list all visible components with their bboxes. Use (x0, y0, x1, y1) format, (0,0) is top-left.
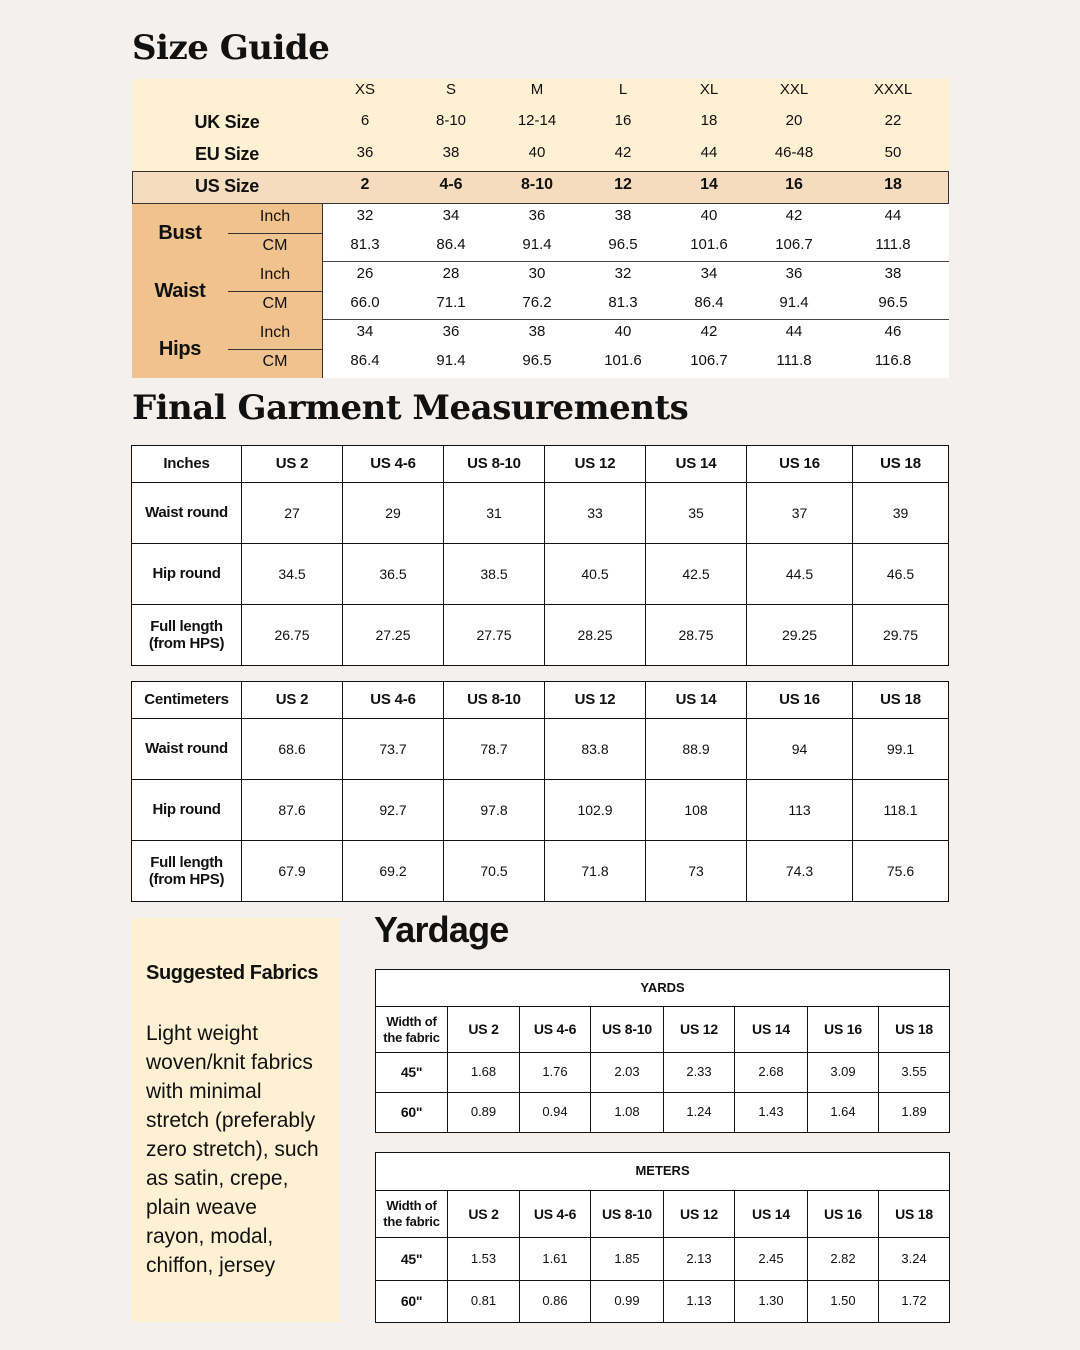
value-cell: 113 (747, 780, 853, 841)
group-divider (323, 261, 949, 262)
inch-value: 46 (884, 323, 902, 340)
inch-value: 34 (442, 207, 460, 224)
value-cell: 108 (646, 780, 747, 841)
value-cell: 2.45 (735, 1238, 808, 1281)
unit-cm-label: CM (262, 237, 288, 254)
column-header: US 18 (853, 682, 949, 719)
value-cell: 27 (242, 483, 343, 544)
inch-value: 44 (785, 323, 803, 340)
value-cell: 3.09 (808, 1053, 879, 1093)
cm-value: 111.8 (776, 352, 812, 369)
uk-size-cell: 6 (360, 112, 370, 129)
value-cell: 29.75 (853, 605, 949, 666)
unit-divider (228, 291, 323, 292)
column-header: US 4-6 (343, 446, 444, 483)
column-header: US 18 (879, 1007, 950, 1053)
us-size-cell: 12 (614, 176, 632, 193)
column-header: US 4-6 (343, 682, 444, 719)
value-cell: 29.25 (747, 605, 853, 666)
cm-value: 91.4 (522, 236, 552, 253)
column-header: US 16 (808, 1191, 879, 1238)
column-header: US 12 (664, 1191, 735, 1238)
value-cell: 92.7 (343, 780, 444, 841)
row-label: Hip round (132, 544, 242, 605)
value-cell: 73 (646, 841, 747, 902)
column-header: US 16 (747, 682, 853, 719)
inch-value: 38 (528, 323, 546, 340)
value-cell: 73.7 (343, 719, 444, 780)
column-header: US 2 (242, 446, 343, 483)
column-header: US 16 (747, 446, 853, 483)
cm-value: 91.4 (779, 294, 809, 311)
suggested-fabrics-panel (131, 918, 339, 1322)
inch-value: 38 (884, 265, 902, 282)
row-label: 60" (376, 1093, 448, 1133)
value-cell: 0.94 (520, 1093, 591, 1133)
inch-value: 42 (700, 323, 718, 340)
value-cell: 33 (545, 483, 646, 544)
value-cell: 102.9 (545, 780, 646, 841)
column-header: US 14 (646, 682, 747, 719)
inch-value: 42 (785, 207, 803, 224)
meters-table (375, 1152, 950, 1323)
inch-value: 36 (785, 265, 803, 282)
value-cell: 3.55 (879, 1053, 950, 1093)
inch-value: 30 (528, 265, 546, 282)
meters-caption: METERS (376, 1153, 950, 1191)
us-size-label: US Size (195, 176, 259, 196)
label-value-separator (322, 204, 323, 378)
inch-value: 40 (700, 207, 718, 224)
fabric-line: plain weave (146, 1196, 257, 1219)
value-cell: 1.85 (591, 1238, 664, 1281)
suggested-fabrics-text (146, 1019, 319, 1280)
value-cell: 26.75 (242, 605, 343, 666)
column-header: US 14 (646, 446, 747, 483)
value-cell: 83.8 (545, 719, 646, 780)
cm-value: 96.5 (878, 294, 908, 311)
uk-size-cell: 12-14 (517, 112, 557, 129)
cm-value: 86.4 (436, 236, 466, 253)
column-header: US 14 (735, 1007, 808, 1053)
cm-value: 106.7 (690, 352, 728, 369)
centimeters-corner: Centimeters (132, 682, 242, 719)
inch-value: 40 (614, 323, 632, 340)
column-header: US 12 (545, 446, 646, 483)
value-cell: 40.5 (545, 544, 646, 605)
inch-value: 38 (614, 207, 632, 224)
value-cell: 118.1 (853, 780, 949, 841)
row-label: Waist round (132, 483, 242, 544)
cm-value: 86.4 (350, 352, 380, 369)
yardage-title: Yardage (374, 909, 509, 950)
us-size-cell: 14 (700, 176, 718, 193)
value-cell: 1.64 (808, 1093, 879, 1133)
value-cell: 78.7 (444, 719, 545, 780)
us-size-cell: 16 (785, 176, 803, 193)
column-header: US 8-10 (444, 446, 545, 483)
value-cell: 39 (853, 483, 949, 544)
value-cell: 42.5 (646, 544, 747, 605)
inch-value: 44 (884, 207, 902, 224)
cm-value: 81.3 (608, 294, 638, 311)
column-header: US 8-10 (591, 1191, 664, 1238)
value-cell: 1.43 (735, 1093, 808, 1133)
cm-value: 106.7 (775, 236, 813, 253)
inch-value: 26 (356, 265, 374, 282)
cm-value: 71.1 (436, 294, 466, 311)
letter-size-cell: S (445, 81, 456, 98)
value-cell: 70.5 (444, 841, 545, 902)
yards-caption: YARDS (376, 970, 950, 1007)
row-label: 45" (376, 1238, 448, 1281)
cm-value: 81.3 (350, 236, 380, 253)
cm-value: 101.6 (690, 236, 728, 253)
eu-size-cell: 44 (700, 144, 718, 161)
us-size-cell: 4-6 (439, 176, 463, 193)
value-cell: 28.75 (646, 605, 747, 666)
inches-corner: Inches (132, 446, 242, 483)
body-label-waist: Waist (154, 280, 206, 302)
value-cell: 0.86 (520, 1281, 591, 1323)
value-cell: 1.89 (879, 1093, 950, 1133)
eu-size-label: EU Size (195, 144, 259, 164)
value-cell: 94 (747, 719, 853, 780)
uk-size-cell: 18 (700, 112, 718, 129)
value-cell: 1.61 (520, 1238, 591, 1281)
letter-size-cell: XXL (779, 81, 809, 98)
yards-table (375, 969, 950, 1133)
row-label: Hip round (132, 780, 242, 841)
inch-value: 32 (356, 207, 374, 224)
column-header: US 12 (664, 1007, 735, 1053)
letter-size-cell: M (530, 81, 544, 98)
value-cell: 1.68 (448, 1053, 520, 1093)
unit-inch-label: Inch (259, 266, 291, 283)
value-cell: 34.5 (242, 544, 343, 605)
garment-inches-table (131, 445, 949, 666)
fabric-line: rayon, modal, (146, 1225, 274, 1248)
letter-size-cell: L (618, 81, 628, 98)
letter-size-cell: XS (354, 81, 375, 98)
cm-value: 101.6 (604, 352, 642, 369)
column-header: US 16 (808, 1007, 879, 1053)
value-cell: 2.03 (591, 1053, 664, 1093)
body-label-bust: Bust (158, 222, 202, 244)
value-cell: 1.30 (735, 1281, 808, 1323)
fabric-line: zero stretch), such (146, 1138, 319, 1161)
column-header: US 2 (242, 682, 343, 719)
cm-value: 116.8 (874, 352, 912, 369)
value-cell: 3.24 (879, 1238, 950, 1281)
row-label: 60" (376, 1281, 448, 1323)
column-header: US 8-10 (444, 682, 545, 719)
value-cell: 44.5 (747, 544, 853, 605)
value-cell: 68.6 (242, 719, 343, 780)
unit-inch-label: Inch (259, 324, 291, 341)
value-cell: 36.5 (343, 544, 444, 605)
column-header: US 12 (545, 682, 646, 719)
value-cell: 35 (646, 483, 747, 544)
inch-value: 28 (442, 265, 460, 282)
unit-cm-label: CM (262, 295, 288, 312)
value-cell: 1.72 (879, 1281, 950, 1323)
body-label-hips: Hips (158, 338, 202, 360)
letter-size-cell: XXXL (873, 81, 913, 98)
us-size-cell: 2 (360, 176, 370, 193)
cm-value: 96.5 (608, 236, 638, 253)
value-cell: 69.2 (343, 841, 444, 902)
fabric-line: Light weight (146, 1022, 259, 1045)
cm-value: 96.5 (522, 352, 552, 369)
cm-value: 66.0 (350, 294, 380, 311)
value-cell: 2.33 (664, 1053, 735, 1093)
column-header: US 14 (735, 1191, 808, 1238)
unit-divider (228, 349, 323, 350)
eu-size-cell: 50 (884, 144, 902, 161)
value-cell: 1.13 (664, 1281, 735, 1323)
uk-size-cell: 8-10 (435, 112, 467, 129)
value-cell: 37 (747, 483, 853, 544)
value-cell: 1.24 (664, 1093, 735, 1133)
size-guide-title: Size Guide (132, 28, 330, 68)
value-cell: 0.81 (448, 1281, 520, 1323)
value-cell: 67.9 (242, 841, 343, 902)
value-cell: 99.1 (853, 719, 949, 780)
size-guide-table (132, 79, 949, 378)
cm-value: 86.4 (694, 294, 724, 311)
value-cell: 75.6 (853, 841, 949, 902)
value-cell: 2.68 (735, 1053, 808, 1093)
uk-size-cell: 22 (884, 112, 902, 129)
inch-value: 36 (442, 323, 460, 340)
value-cell: 29 (343, 483, 444, 544)
value-cell: 74.3 (747, 841, 853, 902)
column-header: US 2 (448, 1007, 520, 1053)
eu-size-cell: 46-48 (774, 144, 814, 161)
fabric-line: chiffon, jersey (146, 1254, 276, 1277)
column-header: US 18 (853, 446, 949, 483)
row-label: Full length (from HPS) (132, 841, 242, 902)
value-cell: 1.08 (591, 1093, 664, 1133)
value-cell: 97.8 (444, 780, 545, 841)
unit-cm-label: CM (262, 353, 288, 370)
cm-value: 111.8 (875, 236, 911, 253)
inch-value: 32 (614, 265, 632, 282)
column-header: US 8-10 (591, 1007, 664, 1053)
meters-width-label: Width of the fabric (376, 1191, 448, 1238)
column-header: US 4-6 (520, 1191, 591, 1238)
value-cell: 71.8 (545, 841, 646, 902)
value-cell: 88.9 (646, 719, 747, 780)
eu-size-cell: 40 (528, 144, 546, 161)
letter-size-cell: XL (699, 81, 719, 98)
value-cell: 46.5 (853, 544, 949, 605)
value-cell: 1.53 (448, 1238, 520, 1281)
garment-title: Final Garment Measurements (132, 388, 689, 428)
unit-inch-label: Inch (259, 208, 291, 225)
value-cell: 27.75 (444, 605, 545, 666)
uk-size-cell: 16 (614, 112, 632, 129)
row-label: Full length (from HPS) (132, 605, 242, 666)
eu-size-cell: 38 (442, 144, 460, 161)
uk-size-cell: 20 (785, 112, 803, 129)
uk-size-label: UK Size (194, 112, 260, 132)
suggested-fabrics-title: Suggested Fabrics (146, 962, 319, 984)
value-cell: 0.89 (448, 1093, 520, 1133)
fabric-line: with minimal (146, 1080, 262, 1103)
inch-value: 34 (700, 265, 718, 282)
group-divider (323, 319, 949, 320)
inch-value: 34 (356, 323, 374, 340)
value-cell: 28.25 (545, 605, 646, 666)
eu-size-cell: 42 (614, 144, 632, 161)
value-cell: 0.99 (591, 1281, 664, 1323)
value-cell: 87.6 (242, 780, 343, 841)
fabric-line: stretch (preferably (146, 1109, 316, 1132)
value-cell: 1.50 (808, 1281, 879, 1323)
yards-width-label: Width of the fabric (376, 1007, 448, 1053)
column-header: US 4-6 (520, 1007, 591, 1053)
row-label: Waist round (132, 719, 242, 780)
cm-value: 91.4 (436, 352, 466, 369)
column-header: US 2 (448, 1191, 520, 1238)
eu-size-cell: 36 (356, 144, 374, 161)
value-cell: 31 (444, 483, 545, 544)
garment-cm-table (131, 681, 949, 902)
value-cell: 1.76 (520, 1053, 591, 1093)
us-size-cell: 18 (884, 176, 902, 193)
column-header: US 18 (879, 1191, 950, 1238)
value-cell: 38.5 (444, 544, 545, 605)
fabric-line: as satin, crepe, (146, 1167, 289, 1190)
inch-value: 36 (528, 207, 546, 224)
cm-value: 76.2 (522, 294, 552, 311)
row-label: 45" (376, 1053, 448, 1093)
value-cell: 2.13 (664, 1238, 735, 1281)
value-cell: 2.82 (808, 1238, 879, 1281)
value-cell: 27.25 (343, 605, 444, 666)
fabric-line: woven/knit fabrics (146, 1051, 313, 1074)
unit-divider (228, 233, 323, 234)
us-size-cell: 8-10 (520, 176, 554, 193)
